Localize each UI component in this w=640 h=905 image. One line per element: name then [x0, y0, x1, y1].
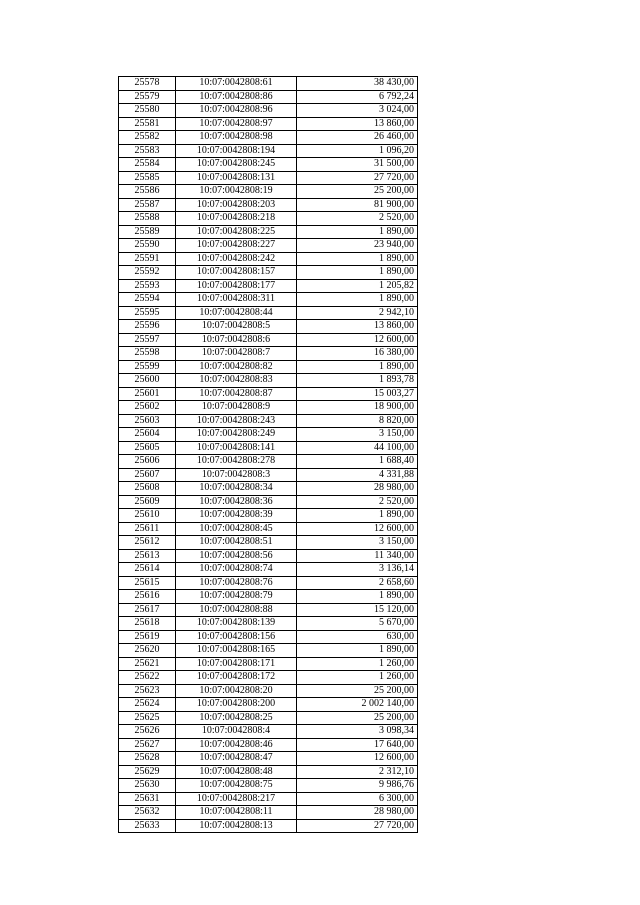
cadastral-number-cell: 10:07:0042808:83	[176, 374, 297, 388]
table-row	[119, 441, 418, 455]
amount-cell: 12 600,00	[297, 752, 418, 766]
row-number-cell: 25586	[119, 185, 176, 199]
row-number-cell: 25588	[119, 212, 176, 226]
amount-cell: 3 150,00	[297, 536, 418, 550]
row-number-cell: 25623	[119, 684, 176, 698]
table-row	[119, 225, 418, 239]
amount-cell: 3 150,00	[297, 428, 418, 442]
cadastral-number-cell: 10:07:0042808:75	[176, 779, 297, 793]
table-row	[119, 549, 418, 563]
table-row	[119, 171, 418, 185]
table-row	[119, 630, 418, 644]
table-row	[119, 360, 418, 374]
row-number-cell: 25600	[119, 374, 176, 388]
row-number-cell: 25602	[119, 401, 176, 415]
table-row	[119, 279, 418, 293]
cadastral-number-cell: 10:07:0042808:203	[176, 198, 297, 212]
cadastral-number-cell: 10:07:0042808:171	[176, 657, 297, 671]
cadastral-number-cell: 10:07:0042808:51	[176, 536, 297, 550]
amount-cell: 2 520,00	[297, 495, 418, 509]
table-row	[119, 522, 418, 536]
cadastral-number-cell: 10:07:0042808:82	[176, 360, 297, 374]
amount-cell: 3 024,00	[297, 104, 418, 118]
amount-cell: 3 136,14	[297, 563, 418, 577]
cadastral-number-cell: 10:07:0042808:139	[176, 617, 297, 631]
table-row	[119, 401, 418, 415]
cadastral-number-cell: 10:07:0042808:218	[176, 212, 297, 226]
row-number-cell: 25630	[119, 779, 176, 793]
amount-cell: 1 890,00	[297, 644, 418, 658]
row-number-cell: 25619	[119, 630, 176, 644]
cadastral-number-cell: 10:07:0042808:19	[176, 185, 297, 199]
row-number-cell: 25632	[119, 806, 176, 820]
table-row	[119, 644, 418, 658]
table-row	[119, 198, 418, 212]
row-number-cell: 25578	[119, 77, 176, 91]
amount-cell: 5 670,00	[297, 617, 418, 631]
cadastral-number-cell: 10:07:0042808:141	[176, 441, 297, 455]
amount-cell: 2 658,60	[297, 576, 418, 590]
cadastral-number-cell: 10:07:0042808:3	[176, 468, 297, 482]
row-number-cell: 25616	[119, 590, 176, 604]
table-row	[119, 495, 418, 509]
cadastral-number-cell: 10:07:0042808:311	[176, 293, 297, 307]
amount-cell: 8 820,00	[297, 414, 418, 428]
cadastral-number-cell: 10:07:0042808:56	[176, 549, 297, 563]
row-number-cell: 25628	[119, 752, 176, 766]
row-number-cell: 25606	[119, 455, 176, 469]
amount-cell: 27 720,00	[297, 171, 418, 185]
row-number-cell: 25613	[119, 549, 176, 563]
row-number-cell: 25614	[119, 563, 176, 577]
amount-cell: 1 096,20	[297, 144, 418, 158]
table-row	[119, 428, 418, 442]
amount-cell: 4 331,88	[297, 468, 418, 482]
row-number-cell: 25610	[119, 509, 176, 523]
amount-cell: 1 890,00	[297, 225, 418, 239]
row-number-cell: 25591	[119, 252, 176, 266]
row-number-cell: 25626	[119, 725, 176, 739]
cadastral-number-cell: 10:07:0042808:48	[176, 765, 297, 779]
cadastral-number-cell: 10:07:0042808:165	[176, 644, 297, 658]
cadastral-number-cell: 10:07:0042808:278	[176, 455, 297, 469]
row-number-cell: 25587	[119, 198, 176, 212]
table-row	[119, 738, 418, 752]
cadastral-number-cell: 10:07:0042808:34	[176, 482, 297, 496]
row-number-cell: 25592	[119, 266, 176, 280]
row-number-cell: 25631	[119, 792, 176, 806]
amount-cell: 13 860,00	[297, 320, 418, 334]
table-row	[119, 90, 418, 104]
cadastral-number-cell: 10:07:0042808:76	[176, 576, 297, 590]
amount-cell: 1 260,00	[297, 657, 418, 671]
row-number-cell: 25593	[119, 279, 176, 293]
cadastral-number-cell: 10:07:0042808:44	[176, 306, 297, 320]
table-row	[119, 414, 418, 428]
cadastral-number-cell: 10:07:0042808:96	[176, 104, 297, 118]
table-row	[119, 563, 418, 577]
table-row	[119, 603, 418, 617]
amount-cell: 1 890,00	[297, 360, 418, 374]
table-row	[119, 252, 418, 266]
row-number-cell: 25585	[119, 171, 176, 185]
cadastral-number-cell: 10:07:0042808:5	[176, 320, 297, 334]
table-row	[119, 671, 418, 685]
amount-cell: 1 688,40	[297, 455, 418, 469]
row-number-cell: 25618	[119, 617, 176, 631]
row-number-cell: 25624	[119, 698, 176, 712]
table-row	[119, 698, 418, 712]
table-row	[119, 333, 418, 347]
amount-cell: 9 986,76	[297, 779, 418, 793]
table-row	[119, 455, 418, 469]
amount-cell: 15 120,00	[297, 603, 418, 617]
table-row	[119, 711, 418, 725]
amount-cell: 1 890,00	[297, 266, 418, 280]
table-row	[119, 806, 418, 820]
cadastral-number-cell: 10:07:0042808:172	[176, 671, 297, 685]
row-number-cell: 25608	[119, 482, 176, 496]
row-number-cell: 25611	[119, 522, 176, 536]
cadastral-number-cell: 10:07:0042808:13	[176, 819, 297, 833]
cadastral-number-cell: 10:07:0042808:61	[176, 77, 297, 91]
cadastral-number-cell: 10:07:0042808:47	[176, 752, 297, 766]
cadastral-number-cell: 10:07:0042808:39	[176, 509, 297, 523]
row-number-cell: 25605	[119, 441, 176, 455]
amount-cell: 17 640,00	[297, 738, 418, 752]
amount-cell: 1 205,82	[297, 279, 418, 293]
table-row	[119, 684, 418, 698]
amount-cell: 1 890,00	[297, 509, 418, 523]
row-number-cell: 25581	[119, 117, 176, 131]
amount-cell: 3 098,34	[297, 725, 418, 739]
table-row	[119, 144, 418, 158]
row-number-cell: 25612	[119, 536, 176, 550]
row-number-cell: 25622	[119, 671, 176, 685]
amount-cell: 12 600,00	[297, 522, 418, 536]
cadastral-number-cell: 10:07:0042808:194	[176, 144, 297, 158]
amount-cell: 1 260,00	[297, 671, 418, 685]
table-row	[119, 576, 418, 590]
table-row	[119, 536, 418, 550]
table-row	[119, 468, 418, 482]
amount-cell: 25 200,00	[297, 684, 418, 698]
cadastral-number-cell: 10:07:0042808:6	[176, 333, 297, 347]
table-row	[119, 725, 418, 739]
row-number-cell: 25584	[119, 158, 176, 172]
table-row	[119, 792, 418, 806]
row-number-cell: 25629	[119, 765, 176, 779]
amount-cell: 31 500,00	[297, 158, 418, 172]
table-row	[119, 212, 418, 226]
row-number-cell: 25579	[119, 90, 176, 104]
cadastral-number-cell: 10:07:0042808:243	[176, 414, 297, 428]
row-number-cell: 25599	[119, 360, 176, 374]
row-number-cell: 25609	[119, 495, 176, 509]
amount-cell: 25 200,00	[297, 185, 418, 199]
table-row	[119, 590, 418, 604]
cadastral-number-cell: 10:07:0042808:74	[176, 563, 297, 577]
table-row	[119, 779, 418, 793]
row-number-cell: 25621	[119, 657, 176, 671]
amount-cell: 16 380,00	[297, 347, 418, 361]
amount-cell: 6 300,00	[297, 792, 418, 806]
cadastral-number-cell: 10:07:0042808:79	[176, 590, 297, 604]
table-row	[119, 185, 418, 199]
cadastral-number-cell: 10:07:0042808:225	[176, 225, 297, 239]
table-row	[119, 306, 418, 320]
row-number-cell: 25625	[119, 711, 176, 725]
amount-cell: 2 942,10	[297, 306, 418, 320]
row-number-cell: 25617	[119, 603, 176, 617]
cadastral-table	[118, 76, 418, 833]
cadastral-number-cell: 10:07:0042808:88	[176, 603, 297, 617]
amount-cell: 23 940,00	[297, 239, 418, 253]
amount-cell: 81 900,00	[297, 198, 418, 212]
table-row	[119, 509, 418, 523]
cadastral-number-cell: 10:07:0042808:131	[176, 171, 297, 185]
amount-cell: 25 200,00	[297, 711, 418, 725]
cadastral-number-cell: 10:07:0042808:98	[176, 131, 297, 145]
row-number-cell: 25595	[119, 306, 176, 320]
cadastral-number-cell: 10:07:0042808:227	[176, 239, 297, 253]
cadastral-number-cell: 10:07:0042808:46	[176, 738, 297, 752]
table-row	[119, 347, 418, 361]
cadastral-number-cell: 10:07:0042808:200	[176, 698, 297, 712]
cadastral-number-cell: 10:07:0042808:25	[176, 711, 297, 725]
amount-cell: 1 890,00	[297, 590, 418, 604]
amount-cell: 18 900,00	[297, 401, 418, 415]
amount-cell: 15 003,27	[297, 387, 418, 401]
amount-cell: 1 890,00	[297, 252, 418, 266]
table-row	[119, 239, 418, 253]
amount-cell: 6 792,24	[297, 90, 418, 104]
cadastral-number-cell: 10:07:0042808:242	[176, 252, 297, 266]
table-row	[119, 482, 418, 496]
row-number-cell: 25615	[119, 576, 176, 590]
row-number-cell: 25589	[119, 225, 176, 239]
amount-cell: 28 980,00	[297, 482, 418, 496]
row-number-cell: 25603	[119, 414, 176, 428]
cadastral-number-cell: 10:07:0042808:86	[176, 90, 297, 104]
row-number-cell: 25597	[119, 333, 176, 347]
amount-cell: 11 340,00	[297, 549, 418, 563]
cadastral-number-cell: 10:07:0042808:36	[176, 495, 297, 509]
cadastral-number-cell: 10:07:0042808:177	[176, 279, 297, 293]
row-number-cell: 25594	[119, 293, 176, 307]
amount-cell: 1 893,78	[297, 374, 418, 388]
cadastral-number-cell: 10:07:0042808:157	[176, 266, 297, 280]
row-number-cell: 25604	[119, 428, 176, 442]
row-number-cell: 25620	[119, 644, 176, 658]
table-row	[119, 752, 418, 766]
table-row	[119, 320, 418, 334]
amount-cell: 2 002 140,00	[297, 698, 418, 712]
cadastral-number-cell: 10:07:0042808:7	[176, 347, 297, 361]
row-number-cell: 25601	[119, 387, 176, 401]
amount-cell: 2 312,10	[297, 765, 418, 779]
amount-cell: 26 460,00	[297, 131, 418, 145]
cadastral-number-cell: 10:07:0042808:45	[176, 522, 297, 536]
amount-cell: 630,00	[297, 630, 418, 644]
table-row	[119, 374, 418, 388]
table-row	[119, 387, 418, 401]
amount-cell: 28 980,00	[297, 806, 418, 820]
amount-cell: 13 860,00	[297, 117, 418, 131]
cadastral-number-cell: 10:07:0042808:20	[176, 684, 297, 698]
cadastral-number-cell: 10:07:0042808:249	[176, 428, 297, 442]
cadastral-number-cell: 10:07:0042808:156	[176, 630, 297, 644]
amount-cell: 38 430,00	[297, 77, 418, 91]
amount-cell: 12 600,00	[297, 333, 418, 347]
table-body	[119, 77, 418, 833]
row-number-cell: 25580	[119, 104, 176, 118]
table-row	[119, 266, 418, 280]
cadastral-number-cell: 10:07:0042808:97	[176, 117, 297, 131]
table-row	[119, 104, 418, 118]
table-row	[119, 617, 418, 631]
table-row	[119, 819, 418, 833]
row-number-cell: 25590	[119, 239, 176, 253]
amount-cell: 44 100,00	[297, 441, 418, 455]
row-number-cell: 25583	[119, 144, 176, 158]
table-row	[119, 765, 418, 779]
table-row	[119, 77, 418, 91]
amount-cell: 1 890,00	[297, 293, 418, 307]
cadastral-number-cell: 10:07:0042808:4	[176, 725, 297, 739]
cadastral-number-cell: 10:07:0042808:87	[176, 387, 297, 401]
cadastral-number-cell: 10:07:0042808:9	[176, 401, 297, 415]
row-number-cell: 25596	[119, 320, 176, 334]
table-row	[119, 131, 418, 145]
table-row	[119, 657, 418, 671]
cadastral-number-cell: 10:07:0042808:245	[176, 158, 297, 172]
row-number-cell: 25627	[119, 738, 176, 752]
row-number-cell: 25582	[119, 131, 176, 145]
cadastral-number-cell: 10:07:0042808:217	[176, 792, 297, 806]
row-number-cell: 25607	[119, 468, 176, 482]
row-number-cell: 25598	[119, 347, 176, 361]
amount-cell: 27 720,00	[297, 819, 418, 833]
table-row	[119, 158, 418, 172]
table-row	[119, 293, 418, 307]
amount-cell: 2 520,00	[297, 212, 418, 226]
cadastral-number-cell: 10:07:0042808:11	[176, 806, 297, 820]
table-row	[119, 117, 418, 131]
row-number-cell: 25633	[119, 819, 176, 833]
